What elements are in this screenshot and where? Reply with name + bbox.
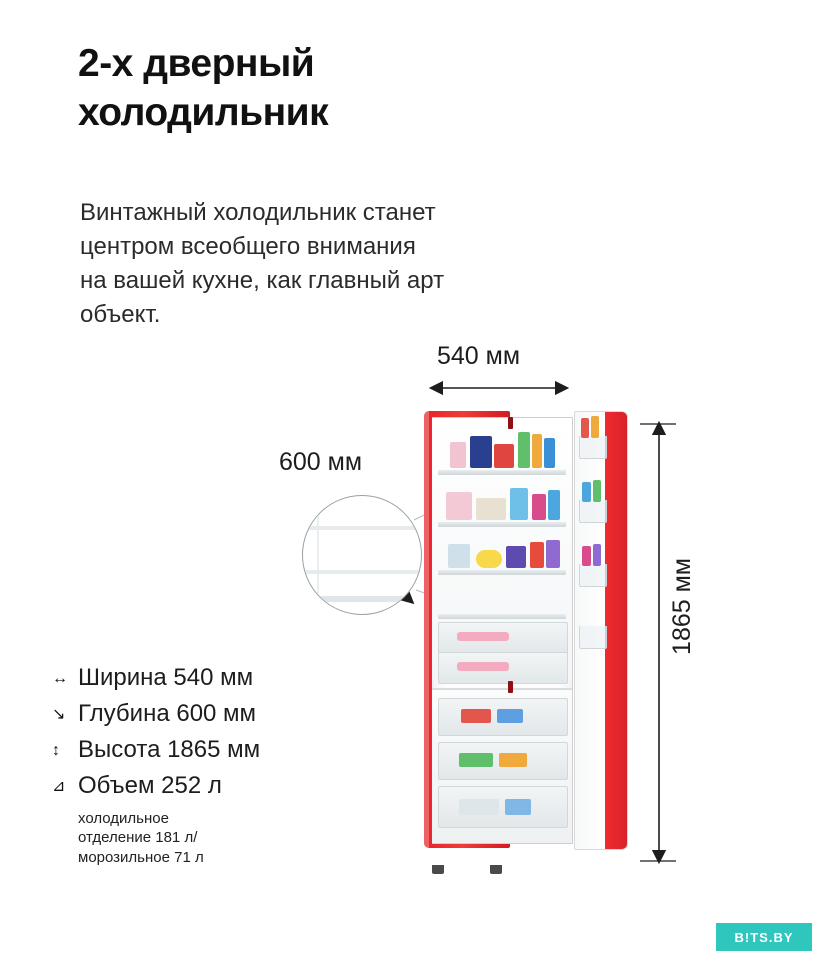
- description-line-3: на вашей кухне, как главный арт: [80, 267, 445, 295]
- door-bin-4: [579, 626, 607, 649]
- food-item: [470, 436, 492, 468]
- depth-arrow-icon: ↘: [52, 705, 66, 723]
- food-item: [476, 498, 506, 520]
- food-item: [461, 709, 491, 723]
- fridge-shelf-4: [438, 614, 566, 619]
- food-item: [544, 438, 555, 468]
- watermark-text: B!TS.BY: [734, 929, 794, 945]
- description-line-2: центром всеобщего внимания: [80, 233, 416, 261]
- magnifier-shelf-3: [303, 596, 421, 602]
- food-item: [448, 544, 470, 568]
- food-item: [446, 492, 472, 520]
- food-item: [459, 753, 493, 767]
- height-arrow-icon: ↕: [52, 741, 60, 759]
- spec-row-depth: [52, 701, 382, 728]
- food-item: [450, 442, 466, 468]
- food-item: [497, 709, 523, 723]
- fridge-shelf-2: [438, 522, 566, 527]
- food-item: [506, 546, 526, 568]
- description-line-4: объект.: [80, 301, 161, 329]
- spec-height-text: Высота 1865 мм: [78, 735, 261, 763]
- food-item: [494, 444, 514, 468]
- magnifier-shelf-1: [303, 526, 421, 530]
- width-arrow-icon: ↔: [52, 670, 68, 687]
- magnifier-shelf-2: [303, 570, 421, 574]
- product-description: [80, 196, 600, 332]
- width-dimension-label: 540 мм: [437, 342, 521, 370]
- page-title-line-2: холодильник: [78, 90, 329, 134]
- door-item: [593, 480, 601, 502]
- cabinet-foot-left: [432, 865, 444, 874]
- door-item: [582, 546, 591, 566]
- food-item: [476, 550, 502, 568]
- cabinet-foot-right: [490, 865, 502, 874]
- volume-note-line-3: морозильное 71 л: [78, 848, 204, 866]
- spec-volume-text: Объем 252 л: [78, 771, 222, 799]
- freezer-drawer-3: [438, 786, 568, 828]
- fridge-shelf-1: [438, 470, 566, 475]
- volume-box-icon: ⊿: [52, 777, 66, 795]
- spec-row-height: [52, 737, 382, 764]
- freezer-drawer-2: [438, 742, 568, 780]
- food-item: [505, 799, 531, 815]
- crisper-drawer-1: [438, 622, 568, 654]
- door-bin-2: [579, 500, 607, 523]
- freezer-compartment: [432, 688, 572, 844]
- door-hinge-top: [508, 417, 513, 429]
- fridge-compartment: [432, 418, 572, 680]
- food-item: [532, 494, 546, 520]
- description-line-1: Винтажный холодильник станет: [80, 199, 436, 226]
- food-item: [530, 542, 544, 568]
- food-item: [499, 753, 527, 767]
- spec-row-width: [52, 665, 382, 692]
- page-title-line-1: 2-х дверный: [78, 42, 315, 85]
- volume-note-line-1: холодильное: [78, 809, 169, 827]
- food-item: [518, 432, 530, 468]
- volume-note-line-2: отделение 181 л/: [78, 829, 198, 846]
- spec-width-text: Ширина 540 мм: [78, 664, 254, 691]
- page-title: [78, 40, 638, 138]
- volume-breakdown-note: [78, 809, 382, 868]
- food-item: [546, 540, 560, 568]
- drawer-label: [457, 632, 509, 641]
- door-item: [593, 544, 601, 566]
- refrigerator-interior: [432, 417, 573, 844]
- freezer-drawer-1: [438, 698, 568, 736]
- height-dimension-label: 1865 мм: [668, 558, 696, 655]
- spec-row-volume: [52, 773, 382, 800]
- site-watermark: [716, 923, 812, 951]
- door-item: [581, 418, 589, 438]
- refrigerator-illustration: [424, 411, 630, 866]
- door-bin-3: [579, 564, 607, 587]
- drawer-label: [457, 662, 509, 671]
- door-item: [582, 482, 591, 502]
- food-item: [532, 434, 542, 468]
- specification-list: [52, 665, 382, 867]
- depth-magnifier: [302, 495, 422, 615]
- door-hinge-middle: [508, 681, 513, 693]
- food-item: [510, 488, 528, 520]
- door-bin-1: [579, 436, 607, 459]
- food-item: [548, 490, 560, 520]
- food-item: [459, 799, 499, 815]
- crisper-drawer-2: [438, 652, 568, 684]
- depth-dimension-label: 600 мм: [279, 448, 363, 476]
- refrigerator-door: [574, 411, 628, 850]
- fridge-shelf-3: [438, 570, 566, 575]
- door-item: [591, 416, 599, 438]
- spec-depth-text: Глубина 600 мм: [78, 699, 257, 727]
